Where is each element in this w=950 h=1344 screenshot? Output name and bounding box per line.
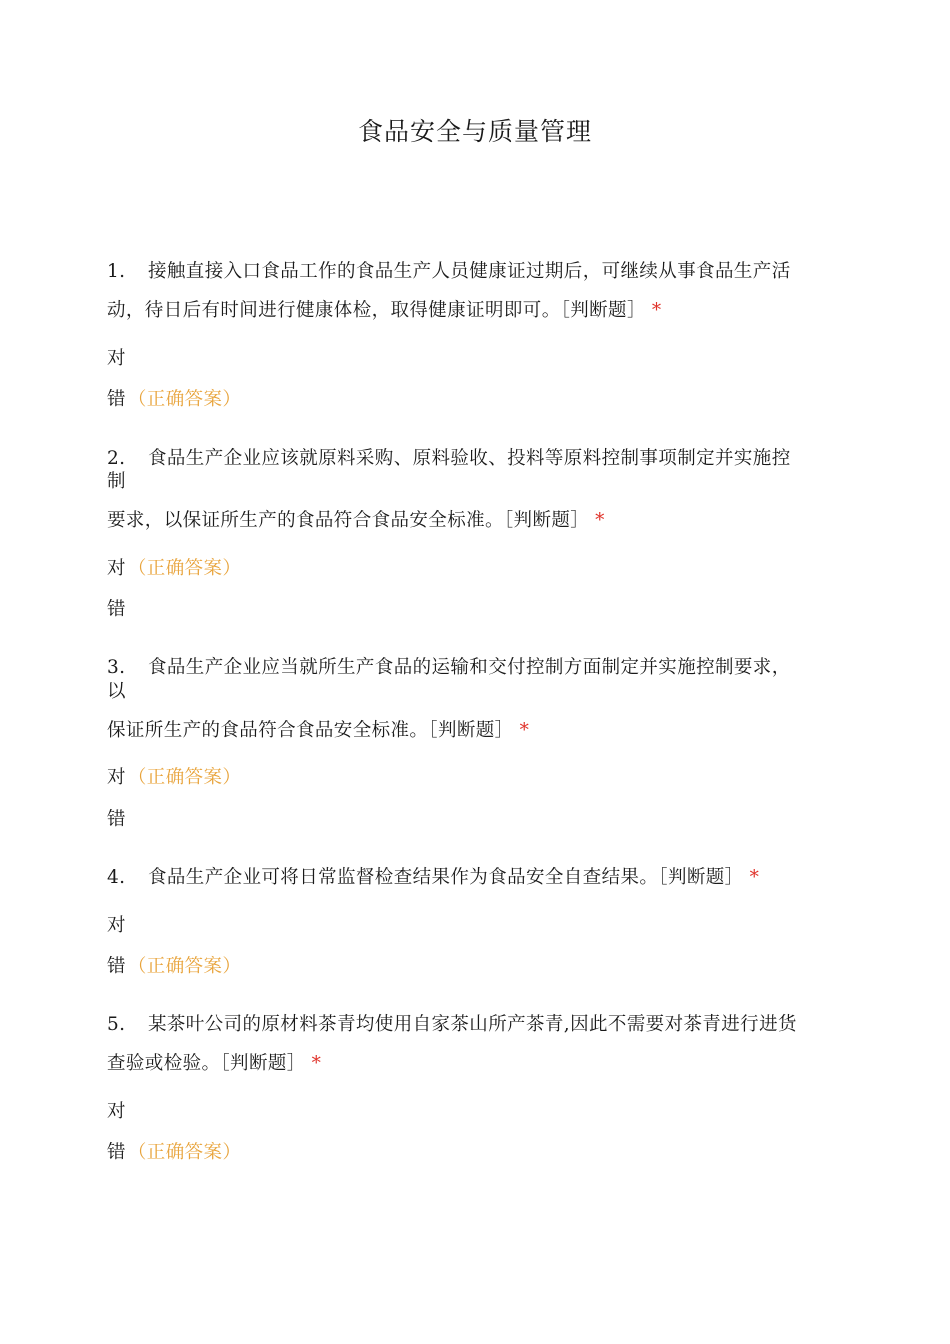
correct-answer-label: （正确答案）	[127, 389, 242, 410]
correct-answer-label: （正确答案）	[127, 558, 242, 579]
question-2-number: 2.	[107, 448, 126, 469]
question-2-text: 食品生产企业应该就原料采购、原料验收、投料等原料控制事项制定并实施控	[148, 448, 791, 469]
question-3-text: 食品生产企业应当就所生产食品的运输和交付控制方面制定并实施控制要求，	[148, 657, 791, 678]
question-1-text-line-2	[107, 298, 662, 324]
question-5-text: 某茶叶公司的原材料茶青均使用自家茶山所产茶青,因此不需要对茶青进行进货	[148, 1014, 797, 1035]
question-3-text-line-1	[107, 655, 791, 681]
required-mark: *	[595, 510, 605, 531]
required-mark: *	[519, 720, 530, 741]
question-5-number: 5.	[107, 1014, 126, 1035]
question-1-number: 1.	[107, 261, 126, 282]
question-3-text-line-2	[107, 718, 529, 744]
required-mark: *	[651, 300, 662, 321]
question-4-text: 食品生产企业可将日常监督检查结果作为食品安全自查结果。［判断题］	[148, 867, 744, 888]
question-4-option-false[interactable]	[107, 954, 241, 980]
question-1-text-continued: 动，待日后有时间进行健康体检，取得健康证明即可。［判断题］	[107, 300, 646, 321]
option-label: 错	[107, 956, 126, 977]
question-2-text-line-2	[107, 508, 605, 534]
question-2-text-wrap-char: 制	[107, 471, 126, 492]
question-3-text-wrap	[107, 679, 126, 705]
question-3-number: 3.	[107, 657, 126, 678]
question-1-option-true[interactable]	[107, 346, 126, 372]
option-label: 对	[107, 915, 126, 936]
required-mark: *	[749, 867, 760, 888]
option-label: 对	[107, 767, 126, 788]
question-2-option-true[interactable]	[107, 556, 241, 582]
question-1-text: 接触直接入口食品工作的食品生产人员健康证过期后，可继续从事食品生产活	[148, 261, 791, 282]
question-3-text-wrap-char: 以	[107, 681, 126, 702]
question-2-text-wrap	[107, 469, 126, 495]
required-mark: *	[311, 1053, 322, 1074]
correct-answer-label: （正确答案）	[127, 767, 242, 788]
option-label: 错	[107, 1142, 126, 1163]
question-5-option-false[interactable]	[107, 1140, 241, 1166]
correct-answer-label: （正确答案）	[127, 956, 242, 977]
option-label: 对	[107, 1101, 126, 1122]
question-2-option-false[interactable]	[107, 597, 126, 623]
question-1-option-false[interactable]	[107, 387, 241, 413]
option-label: 对	[107, 348, 126, 369]
option-label: 错	[107, 599, 126, 620]
page-title: 食品安全与质量管理	[357, 117, 592, 146]
question-2-text-continued: 要求，以保证所生产的食品符合食品安全标准。［判断题］	[107, 510, 590, 531]
question-4-text-line-1	[107, 865, 759, 891]
question-3-text-continued: 保证所生产的食品符合食品安全标准。［判断题］	[107, 720, 514, 741]
question-5-option-true[interactable]	[107, 1099, 126, 1125]
question-5-text-continued: 查验或检验。［判断题］	[107, 1053, 306, 1074]
option-label: 错	[107, 389, 126, 410]
option-label: 错	[107, 809, 126, 830]
option-label: 对	[107, 558, 126, 579]
question-4-number: 4.	[107, 867, 126, 888]
question-3-option-false[interactable]	[107, 807, 126, 833]
question-3-option-true[interactable]	[107, 765, 241, 791]
question-2-text-line-1	[107, 446, 791, 472]
question-5-text-line-1	[107, 1012, 797, 1038]
question-1-text-line-1	[107, 259, 791, 285]
correct-answer-label: （正确答案）	[127, 1142, 242, 1163]
question-5-text-line-2	[107, 1051, 321, 1077]
question-4-option-true[interactable]	[107, 913, 126, 939]
